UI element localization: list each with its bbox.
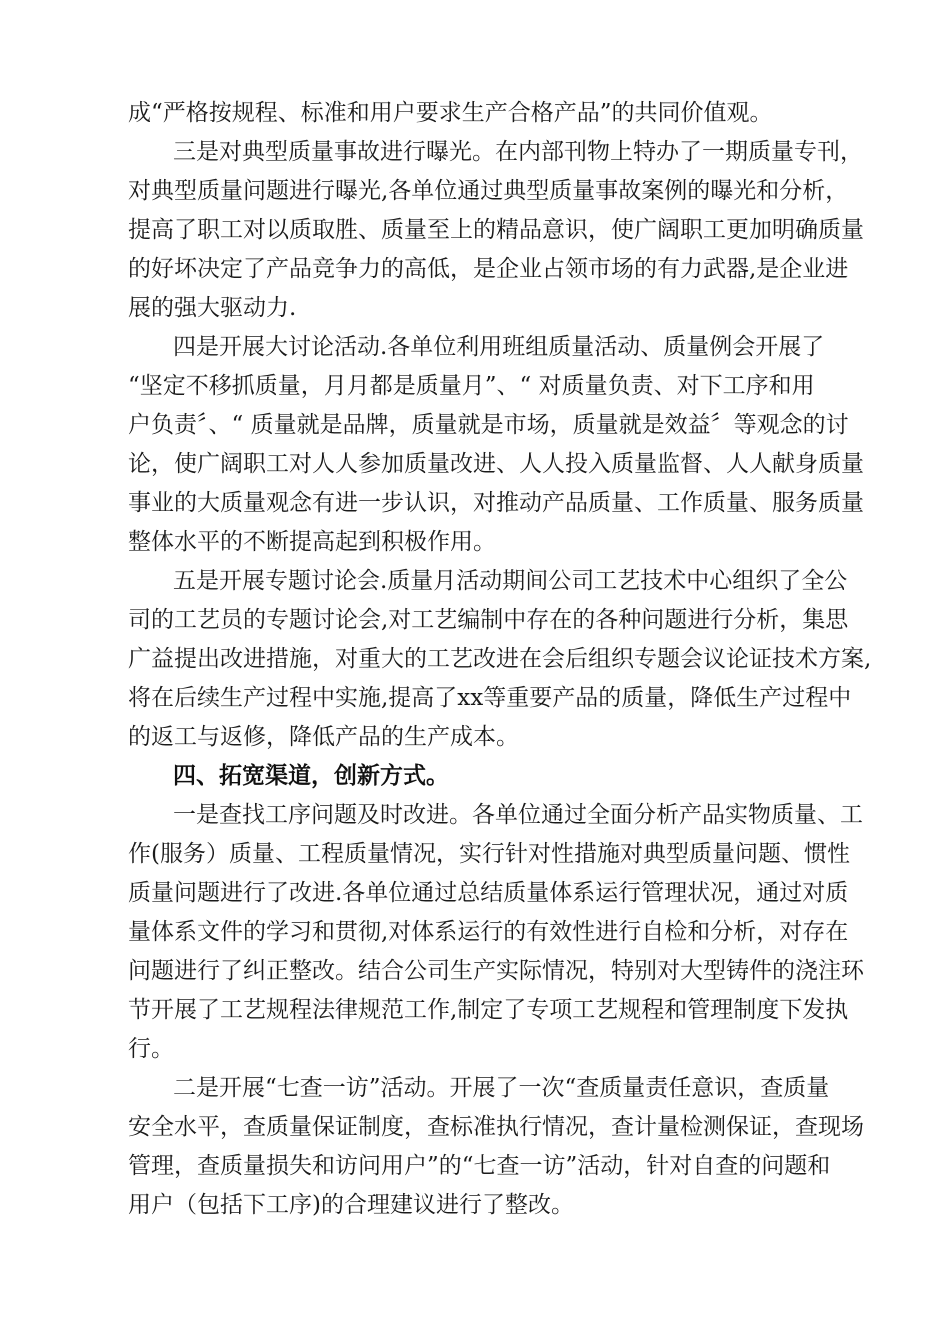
- text-line: 质量问题进行了改进.各单位通过总结质量体系运行管理状况，通过对质: [128, 880, 849, 906]
- text-line: 整体水平的不断提高起到积极作用。: [128, 529, 496, 555]
- text-line: 户负责〞、“ 质量就是品牌，质量就是市场，质量就是效益〞等观念的讨: [128, 412, 849, 438]
- text-line: 节开展了工艺规程法律规范工作,制定了专项工艺规程和管理制度下发执: [128, 997, 849, 1023]
- text-line: 作(服务）质量、工程质量情况，实行针对性措施对典型质量问题、惯性: [128, 841, 850, 867]
- text-line: 的好坏决定了产品竞争力的高低，是企业占领市场的有力武器,是企业进: [128, 256, 849, 282]
- paragraph-first-line: 五是开展专题讨论会.质量月活动期间公司工艺技术中心组织了全公: [173, 568, 848, 594]
- text-line: 将在后续生产过程中实施,提高了xx等重要产品的质量，降低生产过程中: [128, 685, 852, 711]
- text-line: “坚定不移抓质量，月月都是质量月”、“ 对质量负责、对下工序和用: [128, 373, 815, 399]
- text-line: 用户（包括下工序)的合理建议进行了整改。: [128, 1192, 574, 1218]
- section-heading: 四、拓宽渠道，创新方式。: [173, 762, 449, 789]
- paragraph-first-line: 一是查找工序问题及时改进。各单位通过全面分析产品实物质量、工: [173, 802, 863, 828]
- paragraph-first-line: 三是对典型质量事故进行曝光。在内部刊物上特办了一期质量专刊，: [173, 139, 863, 165]
- text-line: 广益提出改进措施，对重大的工艺改进在会后组织专题会议论证技术方案,: [128, 646, 872, 672]
- text-line: 事业的大质量观念有进一步认识，对推动产品质量、工作质量、服务质量: [128, 490, 864, 516]
- text-line: 问题进行了纠正整改。结合公司生产实际情况，特别对大型铸件的浇注环: [128, 958, 864, 984]
- text-line: 展的强大驱动力.: [128, 295, 297, 321]
- text-line: 司的工艺员的专题讨论会,对工艺编制中存在的各种问题进行分析，集思: [128, 607, 849, 633]
- text-line: 管理，查质量损失和访问用户”的“七查一访”活动，针对自查的问题和: [128, 1153, 831, 1179]
- text-line: 对典型质量问题进行曝光,各单位通过典型质量事故案例的曝光和分析，: [128, 178, 849, 204]
- text-line: 量体系文件的学习和贯彻,对体系运行的有效性进行自检和分析，对存在: [128, 919, 849, 945]
- text-line: 提高了职工对以质取胜、质量至上的精品意识，使广阔职工更加明确质量: [128, 217, 864, 243]
- text-line: 成“严格按规程、标准和用户要求生产合格产品”的共同价值观。: [128, 100, 773, 126]
- paragraph-first-line: 四是开展大讨论活动.各单位利用班组质量活动、质量例会开展了: [173, 334, 825, 360]
- text-line: 论，使广阔职工对人人参加质量改进、人人投入质量监督、人人献身质量: [128, 451, 864, 477]
- text-line: 行。: [128, 1036, 174, 1062]
- text-line: 安全水平，查质量保证制度，查标准执行情况，查计量检测保证，查现场: [128, 1114, 864, 1140]
- paragraph-first-line: 二是开展“七查一访”活动。开展了一次“查质量责任意识，查质量: [173, 1075, 830, 1101]
- text-line: 的返工与返修，降低产品的生产成本。: [128, 724, 519, 750]
